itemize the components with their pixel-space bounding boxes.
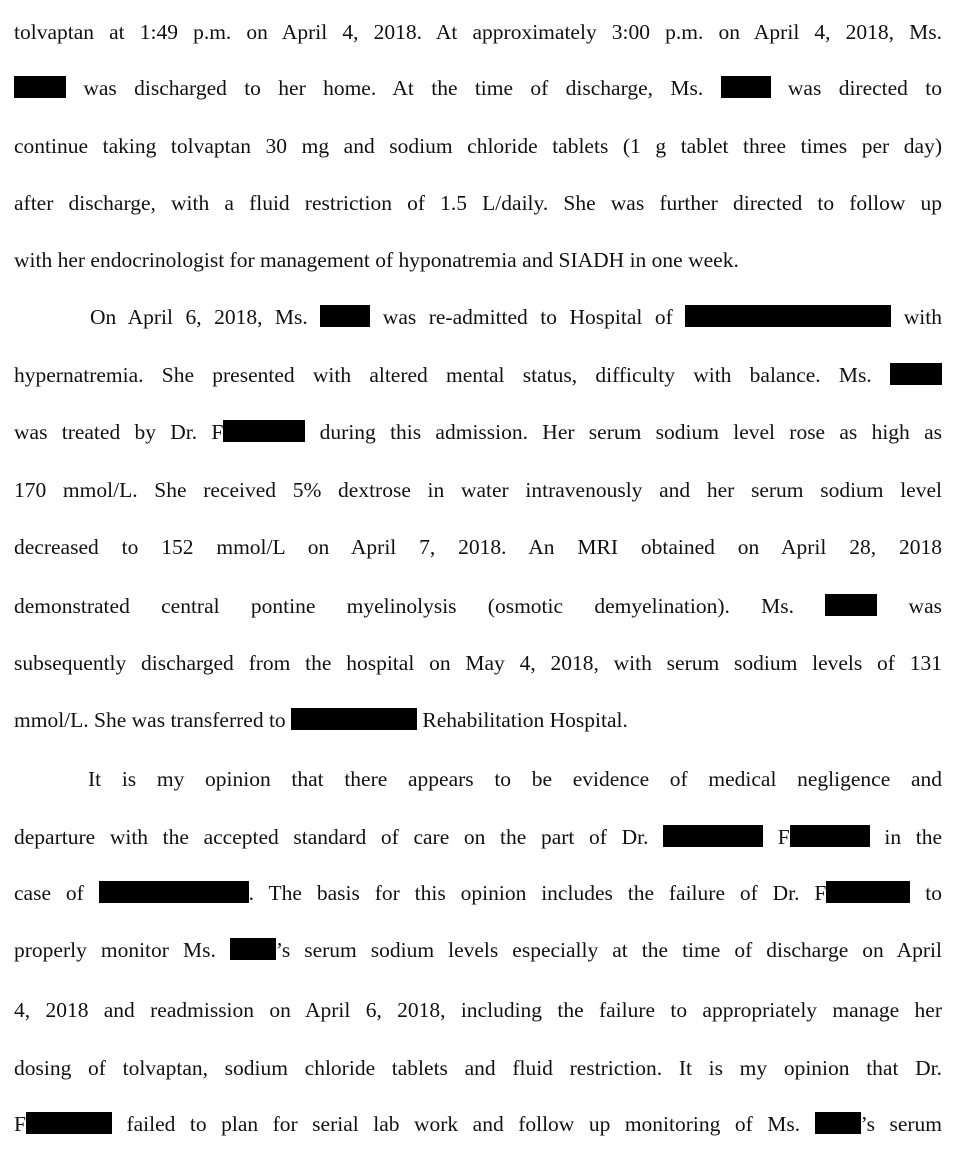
paragraph-line [14, 700, 942, 740]
paragraph-line [14, 817, 942, 857]
text-segment: demonstrated central pontine myelinolysis (osmotic demyelination). Ms. [14, 594, 826, 618]
redaction-box [790, 825, 870, 847]
paragraph-line [14, 1048, 942, 1088]
paragraph-line [14, 1104, 942, 1144]
paragraph-line [14, 527, 942, 567]
text-segment: properly monitor Ms. [14, 938, 230, 962]
text-segment: 170 mmol/L. She received 5% dextrose in water intravenously and her serum sodium level [14, 478, 942, 502]
text-segment: was re-admitted to Hospital of [370, 305, 686, 329]
redaction-box [890, 363, 942, 385]
text-segment: with her endocrinologist for management of hyponatremia and SIADH in one week. [14, 248, 739, 272]
text-segment: with [891, 305, 942, 329]
text-segment: It is my opinion that there appears to be evidence of medical negligence and [88, 767, 942, 791]
text-segment: On April 6, 2018, Ms. [90, 305, 321, 329]
paragraph-line [14, 873, 942, 913]
paragraph-line [14, 470, 942, 510]
text-segment: mmol/L. She was transferred to [14, 708, 292, 732]
text-segment: during this admission. Her serum sodium level rose as high as [305, 420, 942, 444]
text-segment: departure with the accepted standard of care on the part of Dr. [14, 825, 664, 849]
paragraph-line [90, 297, 942, 337]
redaction-box [685, 305, 891, 327]
paragraph-line [14, 68, 942, 108]
redaction-box [230, 938, 276, 960]
paragraph-line [14, 183, 942, 223]
paragraph-line [88, 759, 942, 799]
paragraph-line [14, 240, 942, 280]
redaction-box [663, 825, 763, 847]
text-segment: was [877, 594, 942, 618]
paragraph-line [14, 355, 942, 395]
text-segment: case of [14, 881, 99, 905]
redaction-box [826, 881, 910, 903]
text-segment: in the [869, 825, 942, 849]
text-segment: ’s serum [860, 1112, 942, 1136]
text-segment: F [763, 825, 790, 849]
text-segment: after discharge, with a fluid restriction of 1.5 L/daily. She was further directed to follow up [14, 191, 942, 215]
redaction-box [320, 305, 370, 327]
paragraph-line [14, 930, 942, 970]
text-segment: . The basis for this opinion includes the failure of Dr. F [248, 881, 827, 905]
redaction-box [825, 594, 877, 616]
redaction-box [223, 420, 305, 442]
redaction-box [99, 881, 249, 903]
paragraph-line [14, 412, 942, 452]
text-segment: failed to plan for serial lab work and follow up monitoring of Ms. [111, 1112, 815, 1136]
text-segment: dosing of tolvaptan, sodium chloride tablets and fluid restriction. It is my opinion that Dr. [14, 1056, 942, 1080]
text-segment: 4, 2018 and readmission on April 6, 2018, including the failure to appropriately manage her [14, 998, 942, 1022]
redaction-box [14, 76, 66, 98]
text-segment: to [910, 881, 942, 905]
text-segment: was treated by Dr. F [14, 420, 224, 444]
text-segment: Rehabilitation Hospital. [417, 708, 628, 732]
text-segment: F [14, 1112, 26, 1136]
paragraph-line [14, 12, 942, 52]
paragraph-line [14, 990, 942, 1030]
text-segment: continue taking tolvaptan 30 mg and sodium chloride tablets (1 g tablet three times per day) [14, 134, 942, 158]
redaction-box [291, 708, 417, 730]
redaction-box [815, 1112, 861, 1134]
text-segment: ’s serum sodium levels especially at the time of discharge on April [275, 938, 942, 962]
paragraph-line [14, 643, 942, 683]
paragraph-line [14, 586, 942, 626]
text-segment: was directed to [770, 76, 942, 100]
text-segment: subsequently discharged from the hospital on May 4, 2018, with serum sodium levels of 131 [14, 651, 942, 675]
text-segment: tolvaptan at 1:49 p.m. on April 4, 2018. At approximately 3:00 p.m. on April 4, 2018, Ms. [14, 20, 942, 44]
text-segment: was discharged to her home. At the time of discharge, Ms. [66, 76, 721, 100]
redaction-box [26, 1112, 112, 1134]
text-segment: decreased to 152 mmol/L on April 7, 2018. An MRI obtained on April 28, 2018 [14, 535, 942, 559]
text-segment: hypernatremia. She presented with altered mental status, difficulty with balance. Ms. [14, 363, 890, 387]
paragraph-line [14, 126, 942, 166]
redaction-box [721, 76, 771, 98]
